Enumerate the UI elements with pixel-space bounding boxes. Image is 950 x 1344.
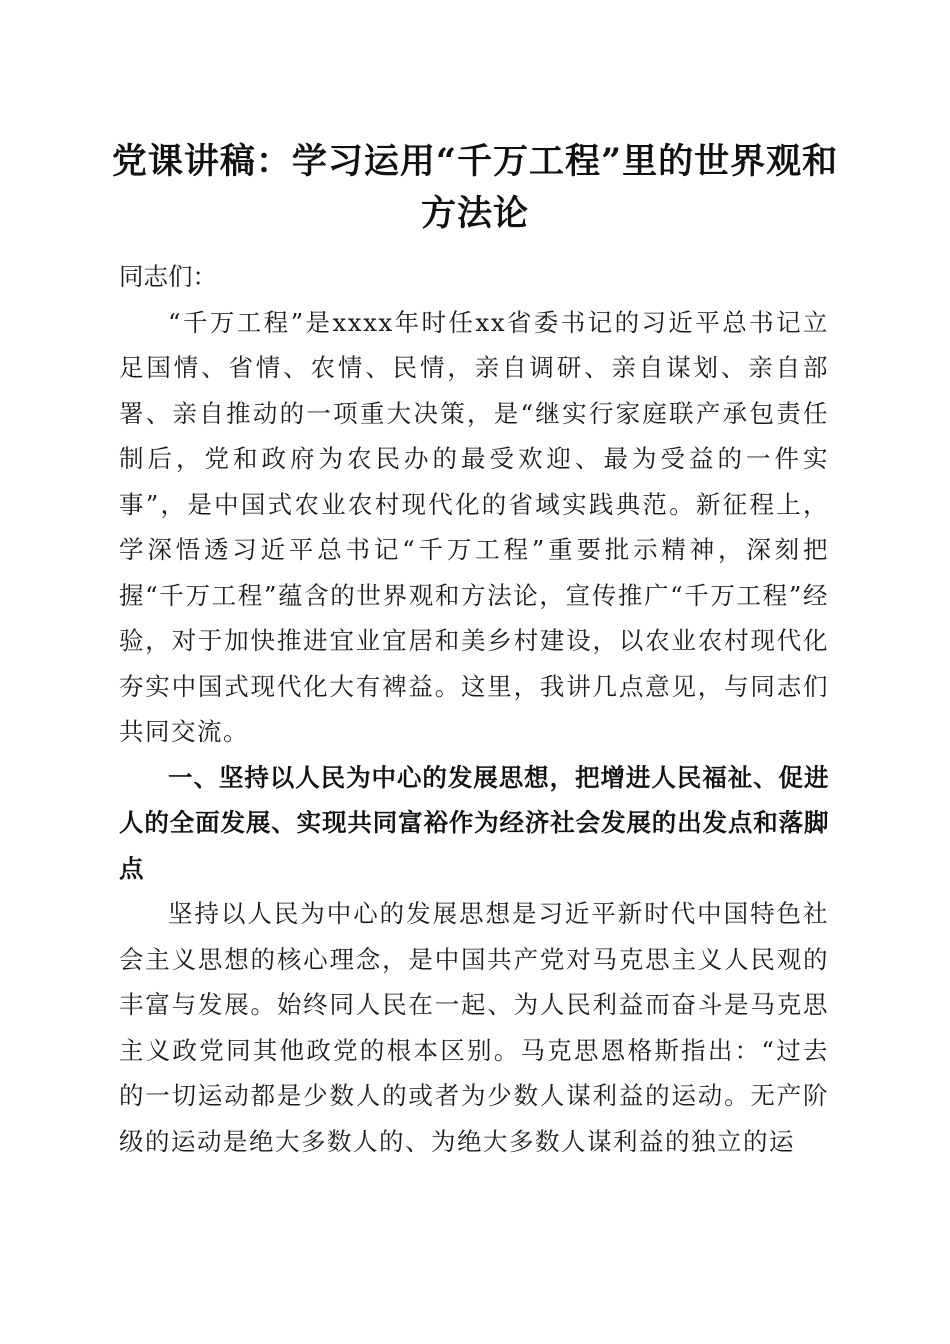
section-1-heading: 一、坚持以人民为中心的发展思想，把增进人民福祉、促进人的全面发展、实现共同富裕作为经济社会发展的出发点和落脚点 <box>119 762 829 883</box>
section-1-paragraph: 坚持以人民为中心的发展思想是习近平新时代中国特色社会主义思想的核心理念，是中国共产党对马克思主义人民观的丰富与发展。始终同人民在一起、为人民利益而奋斗是马克思主义政党同其他政党的根本区别。马克思恩格斯指出：“过去的一切运动都是少数人的或者为少数人谋利益的运动。无产阶级的运动是绝大多数人的、为绝大多数人谋利益的独立的运 <box>119 899 829 1156</box>
document-body <box>119 254 829 1164</box>
salutation: 同志们： <box>119 262 217 291</box>
intro-paragraph: “千万工程”是xxxx年时任xx省委书记的习近平总书记立足国情、省情、农情、民情，亲自调研、亲自谋划、亲自部署、亲自推动的一项重大决策，是“继实行家庭联产承包责任制后，党和政府为农民办的最受欢迎、最为受益的一件实事”，是中国式农业农村现代化的省域实践典范。新征程上，学深悟透习近平总书记“千万工程”重要批示精神，深刻把握“千万工程”蕴含的世界观和方法论，宣传推广“千万工程”经验，对于加快推进宜业宜居和美乡村建设，以农业农村现代化夯实中国式现代化大有裨益。这里，我讲几点意见，与同志们共同交流。 <box>119 307 829 746</box>
document-title: 党课讲稿：学习运用“千万工程”里的世界观和方法论 <box>111 141 839 234</box>
